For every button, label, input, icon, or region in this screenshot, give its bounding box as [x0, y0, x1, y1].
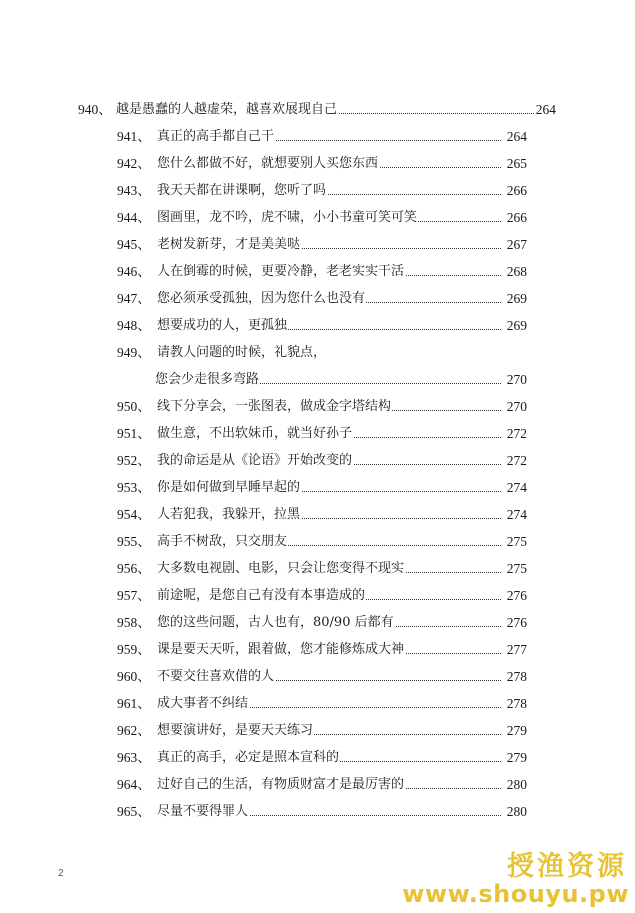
toc-entry-number: 941、: [117, 129, 151, 144]
toc-entry: [117, 343, 527, 363]
toc-entry-number: 960、: [117, 669, 151, 684]
toc-entry-page: 264: [536, 100, 556, 120]
toc-entry-number: 948、: [117, 318, 151, 333]
toc-entry: [117, 127, 527, 147]
toc-entry-page: 272: [507, 424, 527, 444]
toc-entry: [117, 181, 527, 201]
toc-entry-number: 957、: [117, 588, 151, 603]
toc-entry-title: 人若犯我，我躲开，拉黑: [157, 505, 301, 525]
toc-entry: [117, 532, 527, 552]
toc-entry-title: 尽量不要得罪人: [157, 802, 249, 822]
toc-entry-page: 274: [507, 505, 527, 525]
toc-entry-title: 我的命运是从《论语》开始改变的: [157, 451, 353, 471]
toc-entry-page: 279: [507, 721, 527, 741]
toc-entry-title: 前途呢，是您自己有没有本事造成的: [157, 586, 366, 606]
toc-entry-title: 您什么都做不好，就想要别人买您东西: [157, 154, 379, 174]
toc-entry: [117, 775, 527, 795]
toc-entry-number: 947、: [117, 291, 151, 306]
toc-entry: [117, 721, 527, 741]
toc-entry: [117, 235, 527, 255]
toc-entry-page: 276: [507, 613, 527, 633]
toc-entry: [117, 262, 527, 282]
toc-entry: [117, 505, 527, 525]
toc-entry-page: 268: [507, 262, 527, 282]
toc-entry: [117, 694, 527, 714]
toc-entry-page: 278: [507, 694, 527, 714]
toc-entry-title: 您必须承受孤独，因为您什么也没有: [157, 289, 366, 309]
toc-entry-page: 278: [507, 667, 527, 687]
toc-entry-title: 真正的高手都自己干: [157, 127, 275, 147]
toc-entry-title: 大多数电视剧、电影，只会让您变得不现实: [157, 559, 405, 579]
toc-entry-number: 944、: [117, 210, 151, 225]
toc-entry-number: 954、: [117, 507, 151, 522]
toc-entry-title: 你是如何做到早睡早起的: [157, 478, 301, 498]
toc-entry-number: 940、: [78, 102, 112, 117]
toc-entry: [117, 586, 527, 606]
toc-entry-page: 264: [507, 127, 527, 147]
toc-entry-page: 266: [507, 208, 527, 228]
toc-entry-page: 279: [507, 748, 527, 768]
toc-entry-page: 269: [507, 316, 527, 336]
toc-entry-number: 942、: [117, 156, 151, 171]
watermark-url: www.shouyu.pw: [402, 880, 629, 908]
toc-entry: [117, 154, 527, 174]
toc-entry-title: 人在倒霉的时候，更要冷静，老老实实干活: [157, 262, 405, 282]
toc-entry-title: 成大事者不纠结: [157, 694, 249, 714]
toc-entry-title: 您会少走很多弯路: [155, 370, 260, 390]
toc-entry: [117, 559, 527, 579]
toc-entry-title: 不要交往喜欢借的人: [157, 667, 275, 687]
toc-entry-number: 945、: [117, 237, 151, 252]
toc-entry-number: 961、: [117, 696, 151, 711]
toc-entry-page: 267: [507, 235, 527, 255]
toc-entry-number: 951、: [117, 426, 151, 441]
toc-entry-number: 956、: [117, 561, 151, 576]
toc-entry: [117, 370, 527, 390]
toc-entry-title: 线下分享会，一张图表，做成金字塔结构: [157, 397, 392, 417]
toc-entry-title: 请教人问题的时候，礼貌点，: [157, 343, 327, 363]
toc-entry-number: 955、: [117, 534, 151, 549]
toc-entry: [117, 316, 527, 336]
toc-entry-title: 图画里，龙不吟，虎不啸，小小书童可笑可笑: [157, 208, 418, 228]
toc-entry-number: 952、: [117, 453, 151, 468]
toc-entry-page: 270: [507, 397, 527, 417]
toc-entry-title: 想要演讲好，是要天天练习: [157, 721, 314, 741]
toc-entry-title: 我天天都在讲课啊，您听了吗: [157, 181, 327, 201]
toc-entry-page: 274: [507, 478, 527, 498]
toc-entry-title: 老树发新芽，才是美美哒: [157, 235, 301, 255]
toc-entry: [117, 289, 527, 309]
toc-entry-page: 266: [507, 181, 527, 201]
toc-entry: [117, 748, 527, 768]
toc-entry-page: 280: [507, 775, 527, 795]
toc-entry-title: 真正的高手，必定是照本宣科的: [157, 748, 340, 768]
toc-entry-page: 272: [507, 451, 527, 471]
toc-entry: [117, 667, 527, 687]
toc-entry-number: 958、: [117, 615, 151, 630]
toc-entry-number: 949、: [117, 345, 151, 360]
toc-entry-title: 做生意，不出软妹币，就当好孙子: [157, 424, 353, 444]
toc-entry-number: 946、: [117, 264, 151, 279]
toc-entry-number: 953、: [117, 480, 151, 495]
toc-entry-number: 965、: [117, 804, 151, 819]
toc-entry-number: 943、: [117, 183, 151, 198]
toc-entry-number: 964、: [117, 777, 151, 792]
toc-entry-number: 950、: [117, 399, 151, 414]
toc-entry-title: 想要成功的人，更孤独: [157, 316, 288, 336]
toc-entry: [117, 208, 527, 228]
toc-entry: [117, 640, 527, 660]
toc-entry-title: 您的这些问题，古人也有，80/90 后都有: [157, 613, 395, 633]
toc-entry: [117, 397, 527, 417]
toc-entry: [117, 451, 527, 471]
toc-entry-page: 275: [507, 532, 527, 552]
toc-entry-page: 276: [507, 586, 527, 606]
page-footer-mark: 2: [58, 868, 64, 879]
toc-entry-number: 962、: [117, 723, 151, 738]
toc-entry-page: 275: [507, 559, 527, 579]
toc-entry-page: 265: [507, 154, 527, 174]
toc-entry-page: 280: [507, 802, 527, 822]
toc-entry-number: 963、: [117, 750, 151, 765]
toc-entry: [117, 613, 527, 633]
toc-entry: [117, 802, 527, 822]
toc-entry-page: 270: [507, 370, 527, 390]
toc-entry: [117, 424, 527, 444]
toc-entry: [78, 100, 556, 120]
toc-entry-page: 269: [507, 289, 527, 309]
toc-entry-number: 959、: [117, 642, 151, 657]
toc-entry-page: 277: [507, 640, 527, 660]
toc-entry: [117, 478, 527, 498]
toc-entry-title: 过好自己的生活，有物质财富才是最厉害的: [157, 775, 405, 795]
toc-entry-title: 课是要天天听，跟着做，您才能修炼成大神: [157, 640, 405, 660]
toc-entry-title: 越是愚蠢的人越虚荣，越喜欢展现自己: [116, 100, 338, 120]
watermark-text: 授渔资源: [507, 851, 627, 882]
toc-entry-title: 高手不树敌，只交朋友: [157, 532, 288, 552]
